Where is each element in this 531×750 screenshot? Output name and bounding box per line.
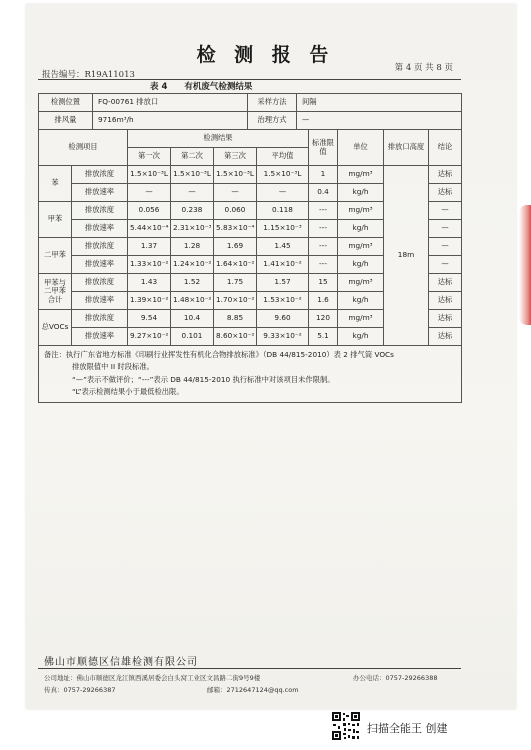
conclusion-cell: 达标	[429, 184, 462, 202]
group-name: 甲苯与二甲苯合计	[39, 274, 72, 310]
value-second: 2.31×10⁻³	[171, 220, 214, 238]
value-second: 1.52	[171, 274, 214, 292]
value-second: 1.48×10⁻²	[171, 292, 214, 310]
conclusion-cell: 达标	[429, 166, 462, 184]
info-row	[39, 112, 462, 130]
param-cell: 排放速率	[72, 256, 128, 274]
value-second: 10.4	[171, 310, 214, 328]
table-caption	[150, 80, 266, 92]
table-title: 有机废气检测结果	[184, 82, 253, 92]
scanner-watermark: 扫描全能王 创建	[367, 722, 448, 735]
header-item: 检测项目	[39, 130, 128, 166]
value-third: 0.060	[214, 202, 257, 220]
limit-cell: 1	[309, 166, 338, 184]
value-average: 9.60	[257, 310, 309, 328]
office-phone: 办公电话：0757-29266388	[353, 674, 438, 682]
limit-cell: ---	[309, 256, 338, 274]
header-row	[39, 130, 462, 148]
value-average: —	[257, 184, 309, 202]
limit-cell: 1.6	[309, 292, 338, 310]
param-cell: 排放浓度	[72, 202, 128, 220]
limit-cell: ---	[309, 238, 338, 256]
value-third: 8.85	[214, 310, 257, 328]
value-third: 1.70×10⁻²	[214, 292, 257, 310]
header-second: 第二次	[171, 148, 214, 166]
limit-cell: 120	[309, 310, 338, 328]
value-third: 1.75	[214, 274, 257, 292]
limit-cell: 15	[309, 274, 338, 292]
footer-rule	[38, 668, 461, 669]
param-cell: 排放速率	[72, 292, 128, 310]
unit-cell: kg/h	[338, 184, 384, 202]
value-average: 1.15×10⁻³	[257, 220, 309, 238]
document-title: 检 测 报 告	[196, 44, 335, 66]
param-cell: 排放浓度	[72, 274, 128, 292]
conclusion-cell: 达标	[429, 292, 462, 310]
unit-cell: mg/m³	[338, 202, 384, 220]
page-number: 第 4 页 共 8 页	[394, 63, 453, 73]
unit-cell: kg/h	[338, 220, 384, 238]
group-name: 二甲苯	[39, 238, 72, 274]
value-first: 9.27×10⁻²	[128, 328, 171, 346]
notes-row	[39, 346, 462, 403]
location-value: FQ-00761 排放口	[93, 94, 248, 112]
value-third: 5.83×10⁻⁴	[214, 220, 257, 238]
param-cell: 排放速率	[72, 184, 128, 202]
param-cell: 排放浓度	[72, 310, 128, 328]
flow-label: 排风量	[39, 112, 93, 130]
outlet-height: 18m	[384, 166, 429, 346]
note-line: “L”表示检测结果小于最低检出限。	[72, 387, 184, 397]
value-average: 0.118	[257, 202, 309, 220]
unit-cell: kg/h	[338, 256, 384, 274]
unit-cell: mg/m³	[338, 238, 384, 256]
conclusion-cell: 达标	[429, 274, 462, 292]
value-first: 1.37	[128, 238, 171, 256]
fax-number: 传真：0757-29266387	[44, 686, 116, 694]
method-value: 间隔	[297, 94, 462, 112]
unit-cell: kg/h	[338, 328, 384, 346]
limit-cell: 0.4	[309, 184, 338, 202]
value-first: 5.44×10⁻⁴	[128, 220, 171, 238]
company-address: 公司地址：佛山市顺德区龙江镇西溪居委会白头窝工业区文昌路二街9号9楼	[44, 674, 261, 682]
unit-cell: mg/m³	[338, 274, 384, 292]
group-name: 苯	[39, 166, 72, 202]
value-third: 8.60×10⁻²	[214, 328, 257, 346]
value-second: 1.5×10⁻³L	[171, 166, 214, 184]
value-average: 1.41×10⁻²	[257, 256, 309, 274]
results-table	[38, 129, 462, 403]
report-number: 报告编号：R19A11013	[42, 70, 135, 80]
group-name: 甲苯	[39, 202, 72, 238]
value-average: 1.57	[257, 274, 309, 292]
value-first: —	[128, 184, 171, 202]
param-cell: 排放浓度	[72, 166, 128, 184]
limit-cell: ---	[309, 220, 338, 238]
value-average: 9.33×10⁻²	[257, 328, 309, 346]
value-second: —	[171, 184, 214, 202]
value-first: 9.54	[128, 310, 171, 328]
header-third: 第三次	[214, 148, 257, 166]
unit-cell: mg/m³	[338, 166, 384, 184]
value-first: 1.43	[128, 274, 171, 292]
red-stamp-edge	[519, 205, 531, 325]
value-average: 1.45	[257, 238, 309, 256]
conclusion-cell: —	[429, 202, 462, 220]
header-first: 第一次	[128, 148, 171, 166]
param-cell: 排放速率	[72, 220, 128, 238]
value-first: 0.056	[128, 202, 171, 220]
header-height: 排放口高度	[384, 130, 429, 166]
limit-cell: ---	[309, 202, 338, 220]
header-unit: 单位	[338, 130, 384, 166]
treatment-value: —	[297, 112, 462, 130]
info-row	[39, 94, 462, 112]
email-address: 邮箱：2712647124@qq.com	[207, 686, 299, 694]
value-third: 1.64×10⁻²	[214, 256, 257, 274]
conclusion-cell: —	[429, 256, 462, 274]
value-first: 1.5×10⁻³L	[128, 166, 171, 184]
header-limit: 标准限值	[309, 130, 338, 166]
note-line: “—”表示不做评价；“---”表示 DB 44/815-2010 执行标准中对该项目未作限制。	[72, 374, 335, 384]
group-name: 总VOCs	[39, 310, 72, 346]
info-table	[38, 93, 462, 130]
value-average: 1.5×10⁻³L	[257, 166, 309, 184]
note-line: 排放限值中 II 时段标准。	[72, 362, 154, 372]
location-label: 检测位置	[39, 94, 93, 112]
table-number: 表 4	[150, 82, 168, 92]
conclusion-cell: —	[429, 238, 462, 256]
conclusion-cell: 达标	[429, 328, 462, 346]
param-cell: 排放浓度	[72, 238, 128, 256]
limit-cell: 5.1	[309, 328, 338, 346]
unit-cell: kg/h	[338, 292, 384, 310]
value-average: 1.53×10⁻²	[257, 292, 309, 310]
value-second: 0.238	[171, 202, 214, 220]
value-third: —	[214, 184, 257, 202]
table-row	[39, 166, 462, 184]
flow-value: 9716m³/h	[93, 112, 248, 130]
header-avg: 平均值	[257, 148, 309, 166]
unit-cell: mg/m³	[338, 310, 384, 328]
value-third: 1.5×10⁻³L	[214, 166, 257, 184]
conclusion-cell: —	[429, 220, 462, 238]
method-label: 采样方法	[248, 94, 297, 112]
value-first: 1.39×10⁻²	[128, 292, 171, 310]
value-second: 1.28	[171, 238, 214, 256]
notes-cell	[39, 346, 462, 403]
param-cell: 排放速率	[72, 328, 128, 346]
treatment-label: 治理方式	[248, 112, 297, 130]
header-conclusion: 结论	[429, 130, 462, 166]
value-third: 1.69	[214, 238, 257, 256]
value-second: 1.24×10⁻²	[171, 256, 214, 274]
value-first: 1.33×10⁻²	[128, 256, 171, 274]
value-second: 0.101	[171, 328, 214, 346]
conclusion-cell: 达标	[429, 310, 462, 328]
company-name: 佛山市顺德区信雄检测有限公司	[44, 657, 198, 668]
qr-code-icon	[331, 711, 361, 741]
header-results: 检测结果	[128, 130, 309, 148]
note-line: 备注：执行广东省地方标准《印刷行业挥发性有机化合物排放标准》（DB 44/815-2010）表 2 排气筒 VOCs	[44, 350, 394, 359]
